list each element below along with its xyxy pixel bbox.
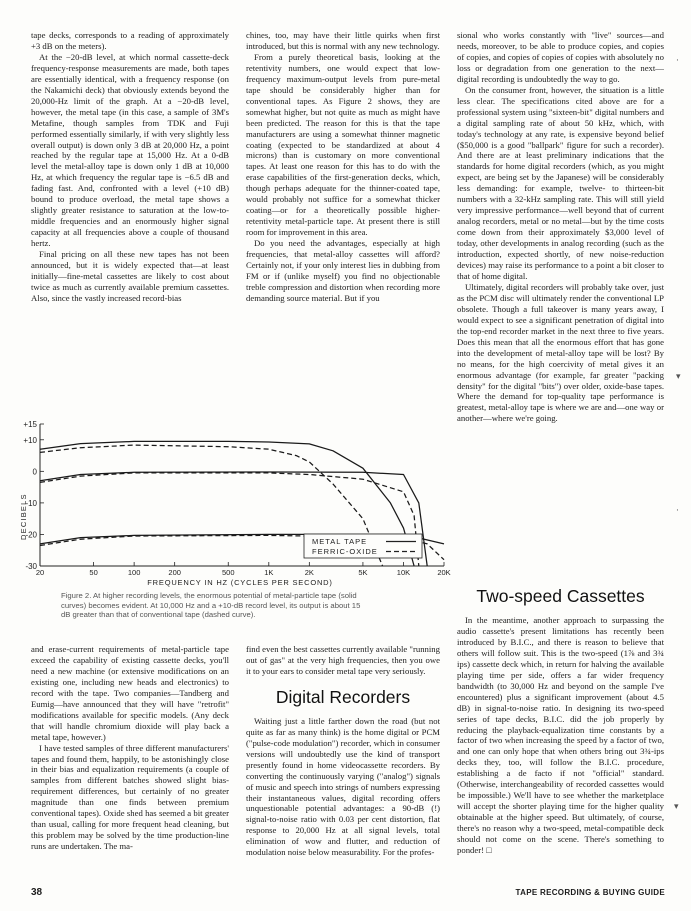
- y-tick-label: +10: [23, 435, 37, 445]
- article-column-3: [457, 30, 664, 424]
- x-tick-label: 2K: [304, 568, 314, 577]
- y-tick-label: -10: [25, 498, 37, 508]
- paragraph: chines, too, may have their little quirks when first introduced, but this is normal with any new technology.: [246, 30, 440, 51]
- legend-label-metal: METAL TAPE: [312, 537, 368, 546]
- article-column-4: [31, 644, 229, 852]
- paragraph: In the meantime, another approach to surpassing the audio cassette's present limitations has recently been introduced by B.I.C., and there is reason to believe that others will follow suit. This is the two-speed (1⅞ and 3¾ ips) cassette deck which, in return for halving the available playing time per side, offers a far wider frequency bandwidth (to 30,000 Hz and beyond on the sample I've encountered) plus a significant improvement (about 4.5 dB) in signal-to-noise ratio. In designing its two-speed series of tape decks, B.I.C. did the job properly by reducing the playback-equalization time constants by a factor of two when increasing the speed by a factor of two, and one can only hope that when others bring out 3¾-ips decks they, too, will follow the B.I.C. procedure, establishing a de facto if not "official" standard. (Otherwise, interchangeability of recorded cassettes would be impossible.) We'll have to see whether the marketplace will accept the shorter playing time for the higher quality obtainable at the higher speed. But ultimately, of course, there's no reason why a two-speed, metal-compatible deck should not come on the scene. There's something to ponder! □: [457, 615, 664, 856]
- margin-mark: ·: [676, 56, 679, 66]
- x-axis-label: FREQUENCY IN HZ (CYCLES PER SECOND): [147, 578, 333, 587]
- paragraph: From a purely theoretical basis, looking at the retentivity numbers, one would expect that low-frequency maximum-output levels from pure-metal tape should be considerably higher than for conventional tapes. As Figure 2 shows, they are somewhat higher, but not quite as much as might have been predicted. The reason for this is that the tape manufacturers are using a somewhat thinner magnetic coating (expected to be standardized at about 4 microns) than is customary on more conventional tapes. At least one reason for this has to do with the erase capabilities of the first-generation decks, which, though perhaps adequate for the thinner-coated tape, would probably not suffice for a somewhat thicker coating—or for a theoretically possible higher-retentivity metal-particle tape. At present there is still room for improvement in this area.: [246, 51, 440, 238]
- paragraph: sional who works constantly with "live" sources—and needs, moreover, to be able to produce copies, and copies of copies, and copies of copies of copies with absolutely no loss or degradation from one generation to the next—digital recording is undoubtedly the way to go.: [457, 30, 664, 84]
- section-heading-two-speed-cassettes: Two-speed Cassettes: [476, 586, 645, 606]
- margin-mark: ·: [676, 506, 679, 516]
- frequency-response-chart: [14, 420, 454, 588]
- x-tick-label: 200: [168, 568, 181, 577]
- y-tick-label: -20: [25, 530, 37, 540]
- article-column-2: [246, 30, 440, 304]
- section-heading-digital-recorders: Digital Recorders: [275, 686, 411, 707]
- figure-caption: Figure 2. At higher recording levels, the enormous potential of metal-particle tape (solid curves) becomes evident. At 10,000 Hz and a +10-dB record level, its output is about 15 dB greater than that of conventional tape (dashed curve).: [61, 591, 361, 620]
- chart-legend: [304, 534, 422, 558]
- x-tick-label: 5K: [358, 568, 368, 577]
- publication-title: TAPE RECORDING & BUYING GUIDE: [515, 888, 665, 897]
- margin-arrow-icon: ▾: [674, 802, 679, 812]
- paragraph: At the −20-dB level, at which normal cassette-deck frequency-response measurements are made, both tapes are essentially identical, with a frequency response (on the Nakamichi deck) that obviously extends beyond the 20,000-Hz limit of the graph. At a −20-dB level, however, the metal tape (in this case, a sample of 3M's Metafine, though samples from TDK and Fuji performed essentially similarly, if with very slightly less overall output) is down only 3 dB at 20,000 Hz, a point reached by the regular tape at 15,000 Hz. At a 0-dB level the metal-alloy tape is down only 1 dB at 10,000 Hz, at which frequency the regular tape is −6.5 dB and fading fast. And, confronted with a level (+10 dB) bound to produce overload, the metal tape shows a slightly greater resistance to saturation at the low-to-middle frequencies and an enormously higher signal capacity at all frequencies above a couple of thousand hertz.: [31, 51, 229, 249]
- margin-arrow-icon: ▾: [676, 372, 681, 382]
- x-tick-label: 20K: [437, 568, 451, 577]
- y-axis-label: DECIBELS: [19, 493, 28, 540]
- paragraph: Final pricing on all these new tapes has not been announced, but it is widely expected that—at least initially—fine-metal cassettes are likely to cost about twice as much as currently available premium cassettes. Also, since the vastly increased record-bias: [31, 249, 229, 303]
- y-tick-label: +15: [23, 420, 37, 429]
- paragraph: find even the best cassettes currently available "running out of gas" at the very high frequencies, then you owe it to your ears to consider metal tape very seriously.: [246, 644, 440, 676]
- x-tick-label: 20: [35, 568, 45, 577]
- paragraph: Do you need the advantages, especially at high frequencies, that metal-alloy cassettes will afford? Certainly not, if your only interest lies in dubbing from FM or if (unlike myself) you find no objectionable treble compression and distortion when recording more demanding source material. But if you: [246, 238, 440, 303]
- paragraph: Waiting just a little farther down the road (but not quite as far as many think) is the home digital or PCM ("pulse-code modulation") recorder, which in consumer versions will undoubtedly use the kind of transport presently found in home videocassette recorders. By converting the continuously varying ("analog") signals of music and speech into strings of numbers expressing their instantaneous values, digital recording offers unquestionable potential advantages: a 90-dB (!) signal-to-noise ratio with 0.03 per cent distortion, flat response to 20,000 Hz at all signal levels, total elimination of wow and flutter, and reduction of modulation noise below measurability. For the profes-: [246, 715, 440, 858]
- article-column-5: [246, 644, 440, 858]
- legend-label-ferric: FERRIC-OXIDE: [312, 547, 378, 556]
- paragraph: tape decks, corresponds to a reading of approximately +3 dB on the meters).: [31, 30, 229, 51]
- x-tick-label: 50: [89, 568, 98, 577]
- x-tick-label: 100: [127, 568, 141, 577]
- article-column-1: [31, 30, 229, 304]
- page-number: 38: [31, 887, 43, 898]
- article-column-6: [457, 586, 664, 856]
- y-tick-label: -30: [25, 562, 37, 571]
- x-tick-label: 500: [221, 568, 235, 577]
- paragraph: I have tested samples of three different manufacturers' tapes and found them, happily, to be astonishingly close in their bias and equalization requirements (a couple of samples from different batches showed slight bias-requirement differences, but certainly of no greater magnitude than one finds between premium conventional tapes). Oxide shed has seemed a bit greater than usual, calling for more frequent head cleaning, but this problem may be solved by the time production-line runs are undertaken. The ma-: [31, 742, 229, 852]
- x-tick-label: 10K: [396, 568, 411, 577]
- paragraph: On the consumer front, however, the situation is a little less clear. The specifications cited above are for a professional system using "sixteen-bit" digital numbers and a digital sampling rate of about 50 kHz, which, with today's technology at any rate, is expensive beyond belief ($50,000 is a good "ballpark" figure for such a recorder). And there are at least preliminary indications that the standards for home digital recorders (which, as you might expect, are being set by the Japanese) will be considerably less demanding: for example, twelve- to thirteen-bit numbers with a 32-kHz sampling rate. This will still yield very impressive performance—well beyond that of current analog recorders, metal or no metal—but by the time costs come down from their approximately $3,000 level of today, other developments in analog recording (such as the introduction, expected shortly, of new noise-reduction devices) may raise its performance to a point a bit closer to that of home digital.: [457, 84, 664, 281]
- paragraph: Ultimately, digital recorders will probably take over, just as the PCM disc will ultimately render the conventional LP obsolete. Though a full takeover is many years away, I would expect to see a significant penetration of digital into the top-end recorder market in the next three to five years. Does this mean that all the enormous effort that has gone into the development of metal-alloy tape will be lost? By no means, for the high coercivity of metal gives it an enormous advantage (for example, far greater "packing density" for the digital "bits") over older, oxide-base tapes. Where the demand for top-quality tape performance is greatest, metal-alloy tape is where we are and—one way or another—where we're going.: [457, 281, 664, 424]
- y-tick-label: 0: [32, 467, 37, 477]
- paragraph: and erase-current requirements of metal-particle tape exceed the capability of existing cassette decks, you'll need a new machine (or extensive modifications on an existing one, including new heads and electronics) to record with the tape. Two companies—Tandberg and Eumig—have announced that they will have "retrofit" modifications available for specific models. (Any deck that will handle chromium dioxide will play back a metal tape, however.): [31, 644, 229, 742]
- x-tick-label: 1K: [264, 568, 274, 577]
